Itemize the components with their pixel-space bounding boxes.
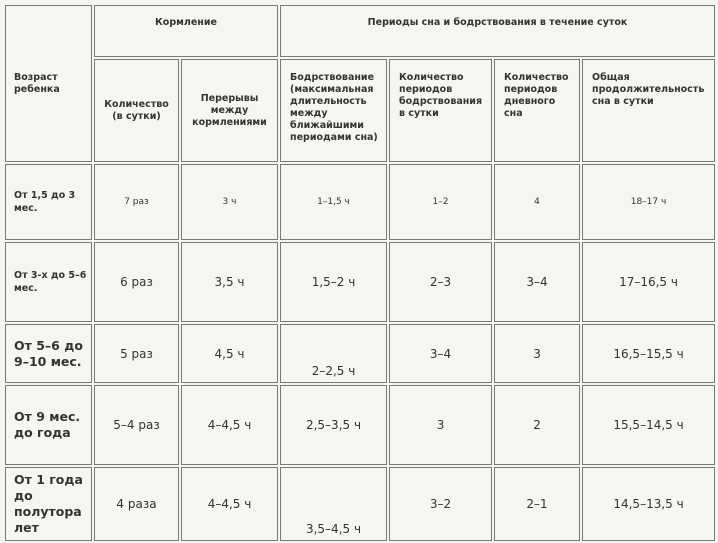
sleep-feeding-table bbox=[3, 3, 717, 543]
age-cell: От 1 года до полутора лет bbox=[5, 467, 92, 541]
day-sleep-count-cell: 3–4 bbox=[494, 242, 580, 322]
feed-count-cell: 4 раза bbox=[94, 467, 179, 541]
total-sleep-cell: 16,5–15,5 ч bbox=[582, 324, 715, 383]
awake-duration-cell: 1–1,5 ч bbox=[280, 164, 387, 240]
feed-breaks-cell: 3 ч bbox=[181, 164, 278, 240]
day-sleep-count-cell: 2–1 bbox=[494, 467, 580, 541]
awake-duration-cell: 2,5–3,5 ч bbox=[280, 385, 387, 465]
awake-count-cell: 1–2 bbox=[389, 164, 492, 240]
awake-count-cell: 3–2 bbox=[389, 467, 492, 541]
header-age: Возраст ребенка bbox=[5, 5, 92, 162]
header-day-sleep-count: Количество периодов дневного сна bbox=[494, 59, 580, 162]
feed-breaks-cell: 4–4,5 ч bbox=[181, 467, 278, 541]
total-sleep-cell: 14,5–13,5 ч bbox=[582, 467, 715, 541]
header-feed-count: Количество (в сутки) bbox=[94, 59, 179, 162]
day-sleep-count-cell: 3 bbox=[494, 324, 580, 383]
awake-duration-cell: 1,5–2 ч bbox=[280, 242, 387, 322]
feed-breaks-cell: 3,5 ч bbox=[181, 242, 278, 322]
header-total-sleep: Общая продолжительность сна в сутки bbox=[582, 59, 715, 162]
awake-count-cell: 2–3 bbox=[389, 242, 492, 322]
feed-breaks-cell: 4–4,5 ч bbox=[181, 385, 278, 465]
table-row bbox=[5, 242, 715, 322]
header-sleep-periods: Периоды сна и бодрствования в течение суток bbox=[280, 5, 715, 57]
header-feed-breaks: Перерывы между кормлениями bbox=[181, 59, 278, 162]
age-cell: От 3-х до 5–6 мес. bbox=[5, 242, 92, 322]
feed-count-cell: 7 раз bbox=[94, 164, 179, 240]
feed-count-cell: 6 раз bbox=[94, 242, 179, 322]
header-feeding: Кормление bbox=[94, 5, 278, 57]
awake-count-cell: 3–4 bbox=[389, 324, 492, 383]
age-cell: От 9 мес. до года bbox=[5, 385, 92, 465]
awake-duration-cell: 3,5–4,5 ч bbox=[280, 467, 387, 541]
total-sleep-cell: 15,5–14,5 ч bbox=[582, 385, 715, 465]
feed-count-cell: 5 раз bbox=[94, 324, 179, 383]
total-sleep-cell: 18–17 ч bbox=[582, 164, 715, 240]
table-row bbox=[5, 164, 715, 240]
day-sleep-count-cell: 2 bbox=[494, 385, 580, 465]
header-awake-duration: Бодрствование (максимальная длительность между ближайшими периодами сна) bbox=[280, 59, 387, 162]
table-row bbox=[5, 324, 715, 383]
awake-count-cell: 3 bbox=[389, 385, 492, 465]
age-cell: От 1,5 до 3 мес. bbox=[5, 164, 92, 240]
total-sleep-cell: 17–16,5 ч bbox=[582, 242, 715, 322]
age-cell: От 5–6 до 9–10 мес. bbox=[5, 324, 92, 383]
table-row bbox=[5, 385, 715, 465]
day-sleep-count-cell: 4 bbox=[494, 164, 580, 240]
table-row bbox=[5, 467, 715, 541]
feed-count-cell: 5–4 раз bbox=[94, 385, 179, 465]
header-awake-count: Количество периодов бодрствования в сутки bbox=[389, 59, 492, 162]
awake-duration-cell: 2–2,5 ч bbox=[280, 324, 387, 383]
feed-breaks-cell: 4,5 ч bbox=[181, 324, 278, 383]
